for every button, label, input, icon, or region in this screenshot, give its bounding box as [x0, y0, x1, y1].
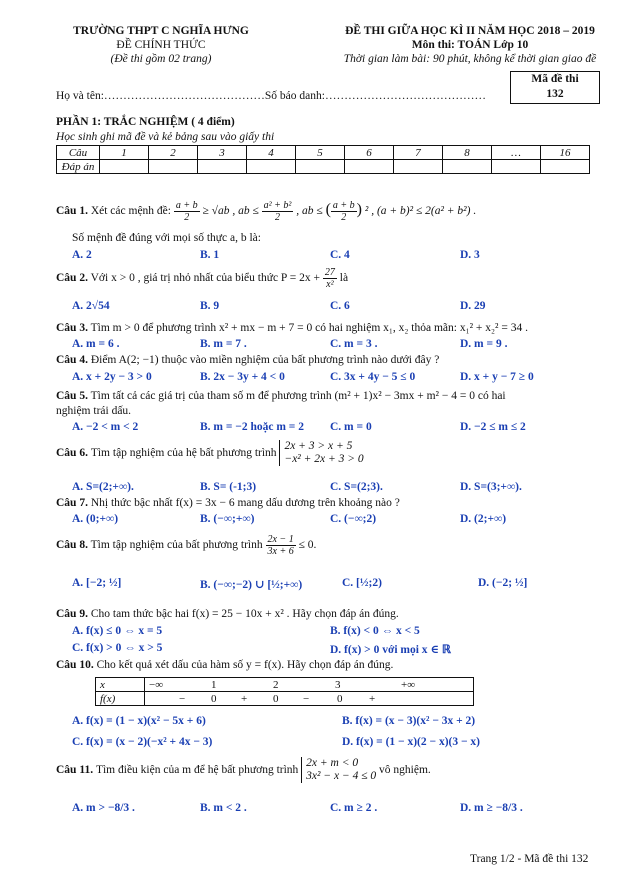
q7-option-a[interactable]: A. (0;+∞): [72, 513, 119, 525]
q11-label: Câu 11.: [56, 764, 94, 776]
answer-table-cell: 3: [198, 146, 247, 160]
exam-code-box: [510, 71, 600, 104]
q7-label: Câu 7.: [56, 497, 88, 509]
answer-blank: [247, 160, 296, 174]
time-note: Thời gian làm bài: 90 phút, không kể thời gian giao đề: [343, 53, 597, 65]
question-9: [56, 608, 399, 620]
answer-row-label: Đáp án: [57, 160, 100, 174]
q11-sys1: 2x + m < 0: [306, 757, 359, 769]
q8-tail: ≤ 0.: [298, 539, 317, 552]
sign-table: [95, 677, 474, 706]
q3-option-d[interactable]: D. m = 9 .: [460, 338, 508, 350]
q1-paren-close: ): [356, 201, 362, 219]
q1-frac3: [331, 200, 357, 223]
q10-label: Câu 10.: [56, 659, 94, 671]
q1-frac2: [262, 200, 294, 223]
q4-option-d[interactable]: D. x + y − 7 ≥ 0: [460, 371, 534, 383]
q2-text-a: Với x > 0 , giá trị nhỏ nhất của biểu thức P = 2x +: [90, 272, 320, 285]
question-2: [56, 267, 348, 290]
q6-text: Tìm tập nghiệm của hệ bất phương trình: [90, 447, 277, 459]
sign-x-value: 1: [211, 678, 217, 691]
q8-option-d[interactable]: D. (−2; ½]: [478, 577, 528, 589]
subject: Môn thi: TOÁN Lớp 10: [411, 39, 529, 51]
q9-label: Câu 9.: [56, 608, 88, 620]
q2-option-d[interactable]: D. 29: [460, 300, 486, 312]
header-right: [330, 24, 610, 66]
q10-option-a[interactable]: A. f(x) = (1 − x)(x² − 5x + 6): [72, 715, 206, 727]
sign-x-value: −∞: [149, 678, 164, 691]
q1-frac2-num: a² + b²: [263, 200, 292, 211]
q10-text: Cho kết quả xét dấu của hàm số y = f(x). Hãy chọn đáp án đúng.: [96, 659, 394, 671]
q2-frac: [323, 267, 337, 290]
q1-option-d[interactable]: D. 3: [460, 249, 480, 261]
exam-title: ĐỀ THI GIỮA HỌC KÌ II NĂM HỌC 2018 – 2019: [345, 25, 595, 37]
q9-option-a[interactable]: A. f(x) ≤ 0 ⇔ x = 5: [72, 625, 163, 637]
question-4: [56, 354, 439, 366]
q3-option-a[interactable]: A. m = 6 .: [72, 338, 120, 350]
q7-option-d[interactable]: D. (2;+∞): [460, 513, 507, 525]
answer-table-cell: 7: [394, 146, 443, 160]
q8-label: Câu 8.: [56, 539, 88, 552]
answer-table-cell: Câu: [57, 146, 100, 160]
answer-table-cell: 16: [541, 146, 590, 160]
q1-frac3-num: a + b: [332, 200, 355, 211]
answer-blank: [541, 160, 590, 174]
q8-text: Tìm tập nghiệm của bất phương trình: [90, 539, 263, 552]
q2-option-a[interactable]: A. 2√54: [72, 300, 110, 312]
q11-tail: vô nghiệm.: [379, 764, 431, 776]
q10-option-d[interactable]: D. f(x) = (1 − x)(2 − x)(3 − x): [342, 736, 480, 748]
q1-p3-tail: ² , (a + b)² ≤ 2(a² + b²) .: [364, 205, 477, 218]
answer-blank: [394, 160, 443, 174]
q2-text-b: là: [339, 272, 349, 285]
q1-option-a[interactable]: A. 2: [72, 249, 92, 261]
q1-line2: Số mệnh đề đúng với mọi số thực a, b là:: [72, 232, 261, 244]
answer-table-cell: …: [492, 146, 541, 160]
page-footer: Trang 1/2 - Mã đề thi 132: [470, 853, 589, 865]
q3-option-b[interactable]: B. m = 7 .: [200, 338, 247, 350]
q10-option-c[interactable]: C. f(x) = (x − 2)(−x² + 4x − 3): [72, 736, 213, 748]
sign-value: 0: [273, 692, 279, 705]
sign-table-cell: f(x): [96, 692, 145, 706]
q5-option-a[interactable]: A. −2 < m < 2: [72, 421, 139, 433]
question-7: [56, 497, 400, 509]
q5-label: Câu 5.: [56, 390, 88, 402]
sign-x-value: 2: [273, 678, 279, 691]
answer-table-cell: 8: [443, 146, 492, 160]
sign-value: −: [303, 692, 310, 705]
q1-frac1-num: a + b: [175, 200, 198, 211]
q6-option-c[interactable]: C. S=(2;3).: [330, 481, 383, 493]
q3-label: Câu 3.: [56, 322, 88, 334]
q6-option-d[interactable]: D. S=(3;+∞).: [460, 481, 522, 493]
q8-frac-num: 2x − 1: [267, 534, 294, 545]
q1-frac1-den: 2: [184, 212, 190, 223]
q2-option-b[interactable]: B. 9: [200, 300, 220, 312]
sign-x-value: 3: [335, 678, 341, 691]
q2-label: Câu 2.: [56, 272, 88, 285]
q8-frac: [266, 534, 296, 557]
q1-frac3-den: 2: [341, 212, 347, 223]
q2-frac-num: 27: [324, 267, 335, 278]
q3-text: Tìm m > 0 để phương trình x² + mx − m + 7 = 0 có hai nghiệm x₁, x₂ thỏa mãn: x₁² + x₂² = 34 .: [90, 322, 528, 334]
q10-option-b[interactable]: B. f(x) = (x − 3)(x² − 3x + 2): [342, 715, 476, 727]
q1-paren-open: (: [325, 201, 331, 219]
q4-option-c[interactable]: C. 3x + 4y − 5 ≤ 0: [330, 371, 416, 383]
q6-option-a[interactable]: A. S=(2;+∞).: [72, 481, 134, 493]
question-6: [56, 440, 364, 466]
q2-frac-den: x²: [326, 279, 334, 290]
question-10: [56, 659, 393, 671]
q3-option-c[interactable]: C. m = 3 .: [330, 338, 378, 350]
answer-table-cell: 5: [296, 146, 345, 160]
q7-text: Nhị thức bậc nhất f(x) = 3x − 6 mang dấu dương trên khoảng nào ?: [90, 497, 400, 509]
q1-frac2-den: 2: [275, 212, 281, 223]
question-3: [56, 322, 528, 334]
answer-table-cell: 1: [100, 146, 149, 160]
q6-label: Câu 6.: [56, 447, 88, 459]
q1-p1: ≥ √ab ,: [202, 205, 236, 218]
pages-note: (Đề thi gồm 02 trang): [110, 53, 212, 65]
sign-x-value: +∞: [401, 678, 416, 691]
q1-option-b[interactable]: B. 1: [200, 249, 220, 261]
answer-blank: [443, 160, 492, 174]
q5-text: Tìm tất cả các giá trị của tham số m để phương trình (m² + 1)x² − 3mx + m² − 4 = 0 có hai: [90, 390, 506, 402]
name-line: Họ và tên:……………………………………Số báo danh:……………………………………: [56, 90, 486, 102]
q4-option-a[interactable]: A. x + 2y − 3 > 0: [72, 371, 152, 383]
q6-system: [279, 440, 363, 466]
q8-option-b[interactable]: B. (−∞;−2) ∪ [½;+∞): [200, 579, 303, 591]
q6-option-b[interactable]: B. S= (-1;3): [200, 481, 257, 493]
exam-code-label: Mã đề thi: [531, 73, 579, 85]
q5-option-b[interactable]: B. m = −2 hoặc m = 2: [200, 421, 304, 433]
sign-table-xrow: [145, 678, 474, 692]
q8-frac-den: 3x + 6: [267, 546, 294, 557]
question-8: [56, 534, 316, 557]
q1-label: Câu 1.: [56, 205, 88, 218]
q1-text: Xét các mệnh đề:: [90, 205, 171, 218]
sign-table-cell: x: [96, 678, 145, 692]
q6-sys1: 2x + 3 > x + 5: [284, 440, 353, 452]
q1-p2-lead: ab ≤: [238, 205, 259, 218]
q9-option-c[interactable]: C. f(x) > 0 ⇔ x > 5: [72, 642, 163, 654]
q11-option-b[interactable]: B. m < 2 .: [200, 802, 247, 814]
q7-option-c[interactable]: C. (−∞;2): [330, 513, 377, 525]
q1-frac1: [174, 200, 200, 223]
q11-option-d[interactable]: D. m ≥ −8/3 .: [460, 802, 523, 814]
q11-option-c[interactable]: C. m ≥ 2 .: [330, 802, 378, 814]
q11-text: Tìm điều kiện của m để hệ bất phương trình: [95, 764, 299, 776]
question-5: [56, 390, 506, 402]
answer-blank: [296, 160, 345, 174]
sign-value: −: [179, 692, 186, 705]
header-left: [56, 24, 266, 66]
part1-instruction: Học sinh ghi mã đề và kẻ bảng sau vào giấy thi: [56, 131, 275, 143]
q11-sys2: 3x² − x − 4 ≤ 0: [306, 770, 377, 782]
sign-value: +: [241, 692, 248, 705]
q4-option-b[interactable]: B. 2x − 3y + 4 < 0: [200, 371, 285, 383]
answer-blank: [149, 160, 198, 174]
q9-option-d[interactable]: D. f(x) > 0 với mọi x ∈ ℝ: [330, 644, 451, 656]
sign-value: 0: [337, 692, 343, 705]
question-1: [56, 200, 476, 223]
q2-option-c[interactable]: C. 6: [330, 300, 350, 312]
answer-blank: [345, 160, 394, 174]
sign-value: 0: [211, 692, 217, 705]
q11-option-a[interactable]: A. m > −8/3 .: [72, 802, 135, 814]
official-label: ĐỀ CHÍNH THỨC: [116, 39, 206, 51]
sign-table-frow: [145, 692, 474, 706]
q8-option-a[interactable]: A. [−2; ½]: [72, 577, 122, 589]
answer-table: [56, 145, 590, 174]
question-11: [56, 757, 431, 783]
q5-option-d[interactable]: D. −2 ≤ m ≤ 2: [460, 421, 526, 433]
q5-option-c[interactable]: C. m = 0: [330, 421, 372, 433]
q4-label: Câu 4.: [56, 354, 88, 366]
q11-system: [301, 757, 376, 783]
exam-code-value: 132: [546, 88, 564, 100]
q1-option-c[interactable]: C. 4: [330, 249, 350, 261]
q7-option-b[interactable]: B. (−∞;+∞): [200, 513, 255, 525]
q5-text2: nghiệm trái dấu.: [56, 405, 132, 417]
answer-table-cell: 6: [345, 146, 394, 160]
q9-option-b[interactable]: B. f(x) < 0 ⇔ x < 5: [330, 625, 420, 637]
q6-sys2: −x² + 2x + 3 > 0: [284, 453, 364, 465]
q4-text: Điểm A(2; −1) thuộc vào miền nghiệm của bất phương trình nào dưới đây ?: [90, 354, 440, 366]
answer-blank: [492, 160, 541, 174]
q9-text: Cho tam thức bậc hai f(x) = 25 − 10x + x² . Hãy chọn đáp án đúng.: [90, 608, 399, 620]
school-name: TRƯỜNG THPT C NGHĨA HƯNG: [73, 25, 249, 37]
q8-option-c[interactable]: C. [½;2): [342, 577, 382, 589]
q1-p3-lead: , ab ≤: [296, 205, 323, 218]
answer-table-cell: 2: [149, 146, 198, 160]
sign-value: +: [369, 692, 376, 705]
part1-title: PHẦN 1: TRẮC NGHIỆM ( 4 điểm): [56, 116, 235, 128]
answer-blank: [100, 160, 149, 174]
answer-table-cell: 4: [247, 146, 296, 160]
answer-blank: [198, 160, 247, 174]
